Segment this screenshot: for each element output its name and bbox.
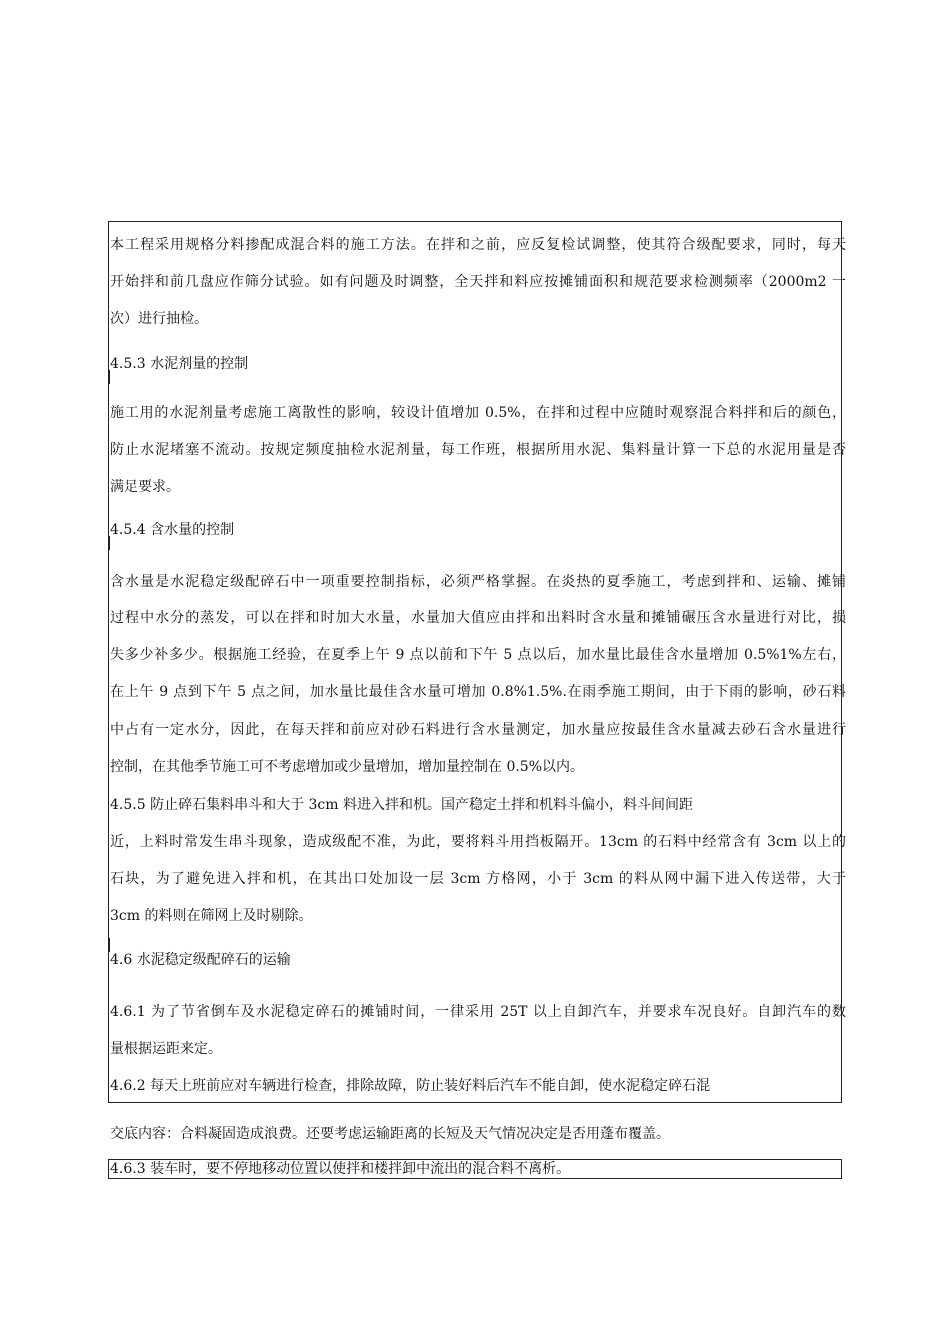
paragraph-line: 失多少补多少。根据施工经验，在夏季上午 9 点以前和下午 5 点以后，加水量比最佳含水量增加 0.5%1%左右，: [110, 647, 846, 663]
paragraph-line: 本工程采用规格分料掺配成混合料的施工方法。在拌和之前，应反复检试调整，使其符合级配要求，同时，每天: [110, 237, 846, 253]
paragraph-line: 次）进行抽检。: [110, 311, 208, 327]
paragraph-line: 中占有一定水分，因此，在每天拌和前应对砂石料进行含水量测定，加水量应按最佳含水量减去砂石含水量进行: [110, 722, 846, 738]
section-heading: 4.5.3 水泥剂量的控制: [110, 356, 249, 372]
paragraph-line: 3cm 的料则在筛网上及时剔除。: [110, 908, 313, 924]
paragraph-line: 4.6.3 装车时，要不停地移动位置以使拌和楼拌卸中流出的混合料不离析。: [110, 1161, 571, 1177]
paragraph-line: 4.6.2 每天上班前应对车辆进行检查，排除故障，防止装好料后汽车不能自卸，使水泥稳定碎石混: [110, 1078, 711, 1094]
paragraph-line: 施工用的水泥剂量考虑施工离散性的影响，较设计值增加 0.5%，在拌和过程中应随时观察混合料拌和后的颜色，: [110, 405, 846, 421]
paragraph-line: 过程中水分的蒸发，可以在拌和时加大水量，水量加大值应由拌和出料时含水量和摊铺碾压含水量进行对比，损: [110, 610, 846, 626]
paragraph-line: 4.6.1 为了节省倒车及水泥稳定碎石的摊铺时间，一律采用 25T 以上自卸汽车，并要求车况良好。自卸汽车的数: [110, 1004, 846, 1020]
paragraph-line: 满足要求。: [110, 479, 180, 495]
paragraph-line: 交底内容：合料凝固造成浪费。还要考虑运输距离的长短及天气情况决定是否用蓬布覆盖。: [110, 1126, 670, 1142]
paragraph-line: 开始拌和前几盘应作筛分试验。如有问题及时调整，全天拌和料应按摊铺面积和规范要求检测频率（2000m2 一: [110, 274, 846, 290]
paragraph-line: 量根据运距来定。: [110, 1041, 222, 1057]
paragraph-line: 在上午 9 点到下午 5 点之间，加水量比最佳含水量可增加 0.8%1.5%.在雨季施工期间，由于下雨的影响，砂石料: [110, 684, 846, 700]
section-heading: 4.5.4 含水量的控制: [110, 522, 235, 538]
section-heading: 4.5.5 防止碎石集料串斗和大于 3cm 料进入拌和机。国产稳定土拌和机料斗偏小，料斗间间距: [110, 797, 693, 813]
paragraph-line: 控制，在其他季节施工可不考虑增加或少量增加，增加量控制在 0.5%以内。: [110, 759, 585, 775]
paragraph-line: 近，上料时常发生串斗现象，造成级配不准，为此，要将料斗用挡板隔开。13cm 的石料中经常含有 3cm 以上的: [110, 834, 846, 850]
paragraph-line: 防止水泥堵塞不流动。按规定频度抽检水泥剂量，每工作班，根据所用水泥、集料量计算一下总的水泥用量是否: [110, 442, 846, 458]
paragraph-line: 含水量是水泥稳定级配碎石中一项重要控制指标，必须严格掌握。在炎热的夏季施工，考虑到拌和、运输、摊铺: [110, 574, 846, 590]
paragraph-line: 石块，为了避免进入拌和机，在其出口处加设一层 3cm 方格网，小于 3cm 的料从网中漏下进入传送带，大于: [110, 871, 846, 887]
section-heading: 4.6 水泥稳定级配碎石的运输: [110, 952, 291, 968]
